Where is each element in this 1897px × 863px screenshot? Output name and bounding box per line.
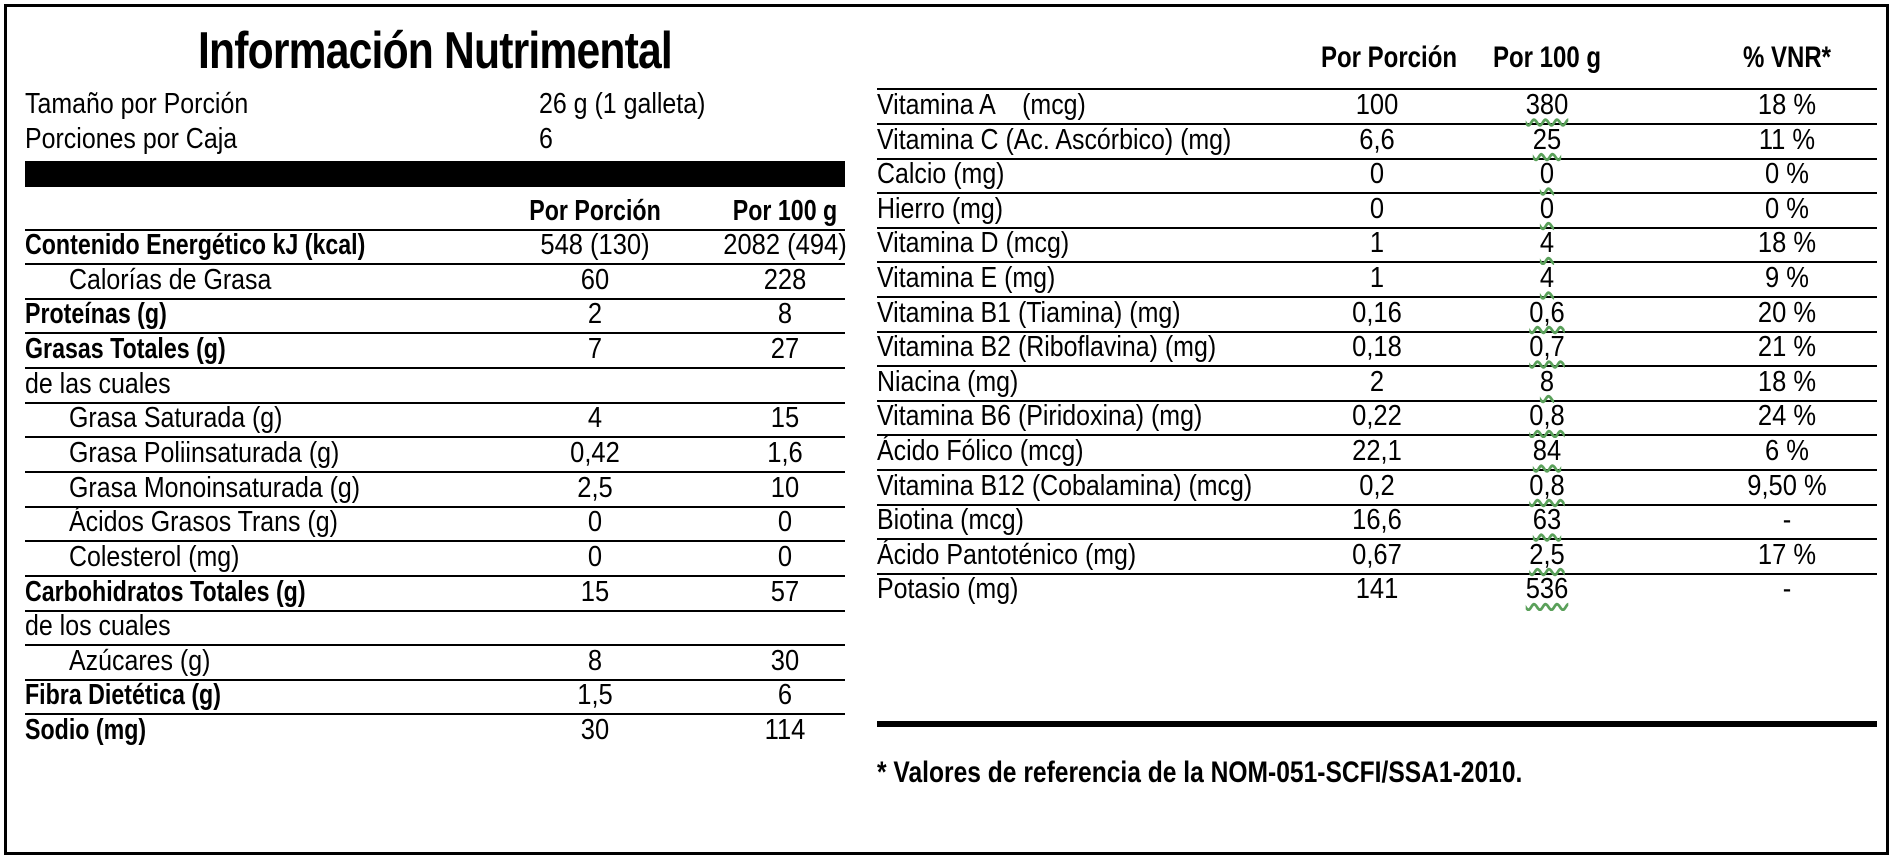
row-label: Fibra Dietética (g) [25,679,221,712]
vnr-value: 9 % [1765,262,1809,294]
per-100g-value: 30 [770,644,800,677]
row-label: Grasa Saturada (g) [69,402,283,435]
per-100g-value: 0,7 [1529,331,1565,364]
per-100g-value: 0 [777,506,793,539]
row-label: Niacina (mg) [877,365,1019,398]
vnr-value: 9,50 % [1747,469,1827,502]
row-label: Biotina (mcg) [877,504,1024,537]
per-100g-value: 57 [770,575,800,608]
section-divider-bar [877,721,1877,727]
per-serving-value: 0 [1369,192,1385,225]
per-100g-value: 536 [1525,573,1569,606]
per-100g-value: 2,5 [1529,538,1565,571]
vnr-value: - [1782,573,1792,606]
per-100g-value: 0 [777,540,793,573]
per-serving-value: 1 [1369,262,1385,294]
per-100g-value: 1,6 [767,436,803,469]
row-label: Colesterol (mg) [69,540,240,573]
per-serving-value: 548 (130) [540,229,650,261]
per-serving-value: 0 [1369,158,1385,191]
row-label: Calcio (mg) [877,158,1005,191]
per-100g-value: 15 [770,402,800,435]
row-label: Calorías de Grasa [69,263,272,296]
per-100g-value: 8 [777,298,793,331]
row-label: Ácido Pantoténico (mg) [877,538,1137,571]
table-row [877,567,1877,609]
per-100g-value: 0,8 [1529,400,1565,433]
per-100g-value: 114 [764,714,806,747]
row-label: Vitamina B12 (Cobalamina) (mcg) [877,469,1253,502]
section-divider-bar [25,161,845,187]
row-label: Vitamina B1 (Tiamina) (mg) [877,296,1181,329]
per-100g-value: 228 [763,263,807,296]
per-serving-value: 141 [1355,573,1399,606]
page-title: Información Nutrimental [198,22,672,80]
row-label: Hierro (mg) [877,192,1004,225]
per-100g-value: 27 [770,332,800,365]
per-serving-value: 1 [1369,227,1385,260]
header-vnr: % VNR* [1742,41,1832,74]
row-label: Vitamina B6 (Piridoxina) (mg) [877,400,1203,433]
per-100g-value: 25 [1532,123,1562,156]
per-100g-value: 63 [1532,504,1562,537]
vnr-value: 11 % [1758,123,1816,156]
vnr-value: 18 % [1757,89,1817,121]
nutrition-label [4,4,1889,855]
per-serving-value: 60 [580,263,610,296]
serving-size-label: Tamaño por Porción [25,88,249,120]
row-label: Grasa Monoinsaturada (g) [69,471,361,504]
per-serving-value: 0,18 [1352,331,1402,364]
header-per-serving: Por Porción [1321,41,1458,74]
row-label: Vitamina D (mcg) [877,227,1070,260]
row-label: de las cuales [25,367,171,400]
row-label: Sodio (mg) [25,714,147,747]
per-serving-value: 15 [580,575,610,608]
per-serving-value: 0 [587,540,603,573]
per-100g-value: 4 [1539,262,1555,294]
per-serving-value: 30 [580,714,610,747]
vnr-value: 6 % [1765,435,1809,467]
per-100g-value: 380 [1525,89,1569,121]
vnr-value: 0 % [1765,192,1809,225]
per-serving-value: 6,6 [1359,123,1395,156]
table-row [25,708,845,750]
per-serving-value: 0,2 [1359,469,1395,502]
row-label: Ácidos Grasos Trans (g) [69,506,338,539]
vnr-value: 20 % [1757,296,1817,329]
per-serving-value: 16,6 [1352,504,1402,537]
per-serving-value: 22,1 [1352,435,1402,467]
row-label: Azúcares (g) [69,644,211,677]
serving-size-value: 26 g (1 galleta) [539,88,706,120]
row-label: Grasas Totales (g) [25,332,226,365]
per-100g-value: 6 [777,679,793,712]
header-per-serving: Por Porción [529,195,661,227]
vnr-value: 17 % [1757,538,1817,571]
servings-per-box-label: Porciones por Caja [25,123,238,155]
vnr-value: - [1782,504,1792,537]
row-label: Ácido Fólico (mcg) [877,435,1084,467]
per-100g-value: 0 [1539,192,1555,225]
per-serving-value: 4 [587,402,603,435]
per-serving-value: 7 [587,332,603,365]
footnote: * Valores de referencia de la NOM-051-SCFI/SSA1-2010. [877,756,1523,789]
per-100g-value: 2082 (494) [723,229,847,261]
per-100g-cell [1433,567,1662,609]
vnr-value: 24 % [1757,400,1817,433]
per-serving-value: 2 [587,298,603,331]
vnr-value: 18 % [1757,365,1817,398]
vnr-value: 18 % [1757,227,1817,260]
header-per-100g: Por 100 g [1492,41,1602,74]
per-100g-value: 0,8 [1529,469,1565,502]
per-100g-value: 4 [1539,227,1555,260]
per-serving-value: 2 [1369,365,1385,398]
per-100g-value: 0,6 [1529,296,1565,329]
row-label: Vitamina B2 (Riboflavina) (mg) [877,331,1217,364]
per-serving-value: 0,16 [1352,296,1402,329]
per-100g-value: 0 [1539,158,1555,191]
row-label: Contenido Energético kJ (kcal) [25,229,366,261]
row-label: Grasa Poliinsaturada (g) [69,436,340,469]
per-100g-value: 84 [1532,435,1562,467]
per-serving-value: 0,67 [1352,538,1402,571]
row-label: Proteínas (g) [25,298,167,331]
row-label: Potasio (mg) [877,573,1019,606]
per-serving-value: 8 [587,644,603,677]
per-serving-value: 100 [1355,89,1399,121]
row-label: Vitamina E (mg) [877,262,1056,294]
per-serving-value: 1,5 [577,679,613,712]
header-per-100g: Por 100 g [732,195,838,227]
row-label: de los cuales [25,610,171,643]
per-serving-value: 0,42 [570,436,620,469]
row-label: Vitamina C (Ac. Ascórbico) (mg) [877,123,1232,156]
row-label: Carbohidratos Totales (g) [25,575,306,608]
per-serving-value: 2,5 [577,471,613,504]
per-100g-value: 8 [1539,365,1555,398]
vnr-value: 21 % [1757,331,1817,364]
per-100g-value: 10 [770,471,800,504]
servings-per-box-value: 6 [539,123,553,155]
row-label: Vitamina A (mcg) [877,89,1086,121]
per-serving-value: 0,22 [1352,400,1402,433]
vnr-value: 0 % [1765,158,1809,191]
per-serving-value: 0 [587,506,603,539]
